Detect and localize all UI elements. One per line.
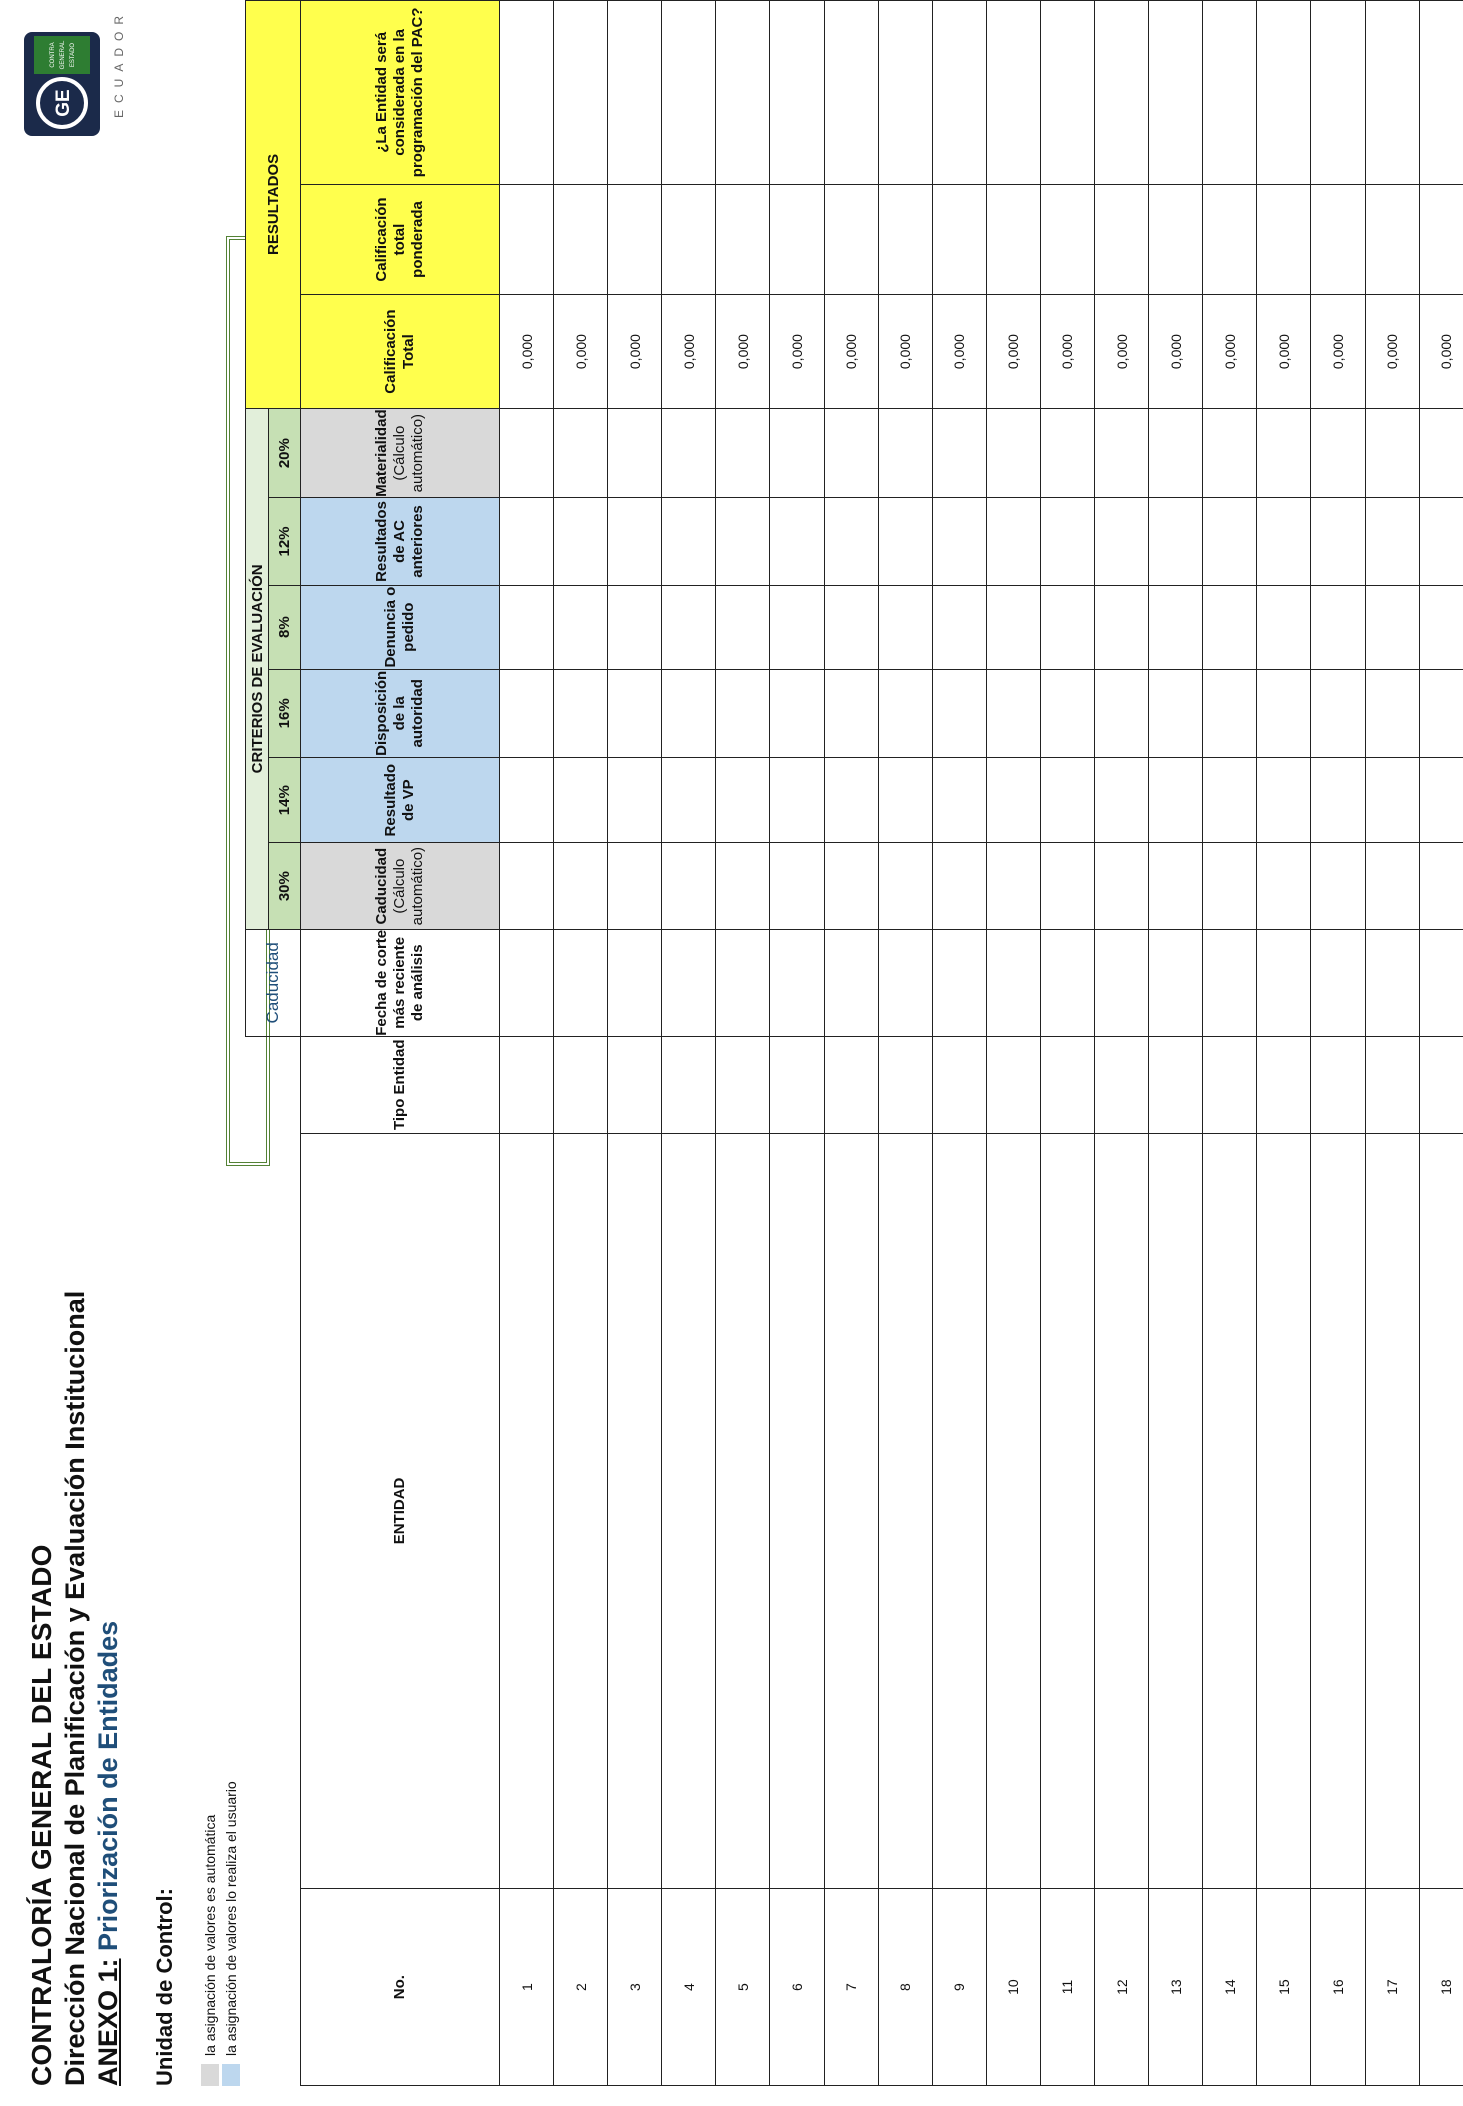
table-row [1257,1,1311,2086]
column-header-materialidad [301,408,500,498]
table-row [554,1,608,2086]
cell-vp[interactable] [1149,757,1203,843]
cell-denuncia[interactable] [1040,585,1094,669]
cell-pac[interactable] [878,1,932,185]
weight-materialidad: 20% [269,408,301,498]
cell-resultados-ac[interactable] [608,498,662,585]
cell-resultados-ac[interactable] [1203,498,1257,585]
cell-entidad[interactable] [1203,1133,1257,1889]
cell-entidad[interactable] [932,1133,986,1889]
cell-disposicion[interactable] [1365,669,1419,757]
cell-resultados-ac[interactable] [1257,498,1311,585]
cell-tipo[interactable] [1203,1036,1257,1133]
cell-resultados-ac[interactable] [554,498,608,585]
cell-entidad[interactable] [1149,1133,1203,1889]
cell-tipo[interactable] [1149,1036,1203,1133]
cell-calif-total: 0,000 [608,295,662,409]
table-row [770,1,824,2086]
cell-resultados-ac[interactable] [1419,498,1463,585]
column-header-resultados-ac: Resultados de AC anteriores [301,498,500,585]
cell-entidad[interactable] [770,1133,824,1889]
cell-calif-total: 0,000 [716,295,770,409]
cell-resultados-ac[interactable] [986,498,1040,585]
cell-entidad[interactable] [554,1133,608,1889]
cell-denuncia[interactable] [1419,585,1463,669]
cell-caducidad[interactable] [716,843,770,929]
cell-vp[interactable] [554,757,608,843]
row-number: 7 [824,1889,878,2086]
cell-pac[interactable] [1149,1,1203,185]
cell-vp[interactable] [824,757,878,843]
cell-entidad[interactable] [824,1133,878,1889]
cell-tipo[interactable] [1419,1036,1463,1133]
cell-materialidad[interactable] [554,408,608,498]
cell-caducidad[interactable] [932,843,986,929]
cell-caducidad[interactable] [1149,843,1203,929]
svg-text:CONTRA: CONTRA [50,42,56,68]
cell-tipo[interactable] [554,1036,608,1133]
cell-fecha[interactable] [1149,929,1203,1036]
cell-resultados-ac[interactable] [1311,498,1365,585]
cell-disposicion[interactable] [1149,669,1203,757]
cell-materialidad[interactable] [1040,408,1094,498]
cell-entidad[interactable] [1365,1133,1419,1889]
cell-disposicion[interactable] [878,669,932,757]
cell-caducidad[interactable] [770,843,824,929]
cell-calif-total: 0,000 [1257,295,1311,409]
org-title: CONTRALORÍA GENERAL DEL ESTADO [26,1544,57,2086]
table-row [1419,1,1463,2086]
cell-materialidad[interactable] [1311,408,1365,498]
svg-text:GE: GE [53,89,74,117]
cell-tipo[interactable] [770,1036,824,1133]
cell-calif-total: 0,000 [554,295,608,409]
cell-fecha[interactable] [932,929,986,1036]
row-number: 15 [1257,1889,1311,2086]
cell-pac[interactable] [1311,1,1365,185]
cell-disposicion[interactable] [500,669,554,757]
legend-text: la asignación de valores lo realiza el usuario [223,1781,239,2056]
cell-tipo[interactable] [608,1036,662,1133]
cell-calif-total: 0,000 [878,295,932,409]
cell-pac[interactable] [1419,1,1463,185]
table-row [878,1,932,2086]
table-row [1095,1,1149,2086]
weight-denuncia: 8% [269,585,301,669]
cell-vp[interactable] [986,757,1040,843]
row-number: 1 [500,1889,554,2086]
cell-vp[interactable] [932,757,986,843]
cell-calif-total: 0,000 [770,295,824,409]
cell-resultados-ac[interactable] [770,498,824,585]
cell-fecha[interactable] [500,929,554,1036]
group-header-caducidad: Caducidad [246,929,301,1036]
ecuador-text: ECUADOR [112,8,126,118]
column-header-entidad: ENTIDAD [301,1133,500,1889]
cell-calif-total: 0,000 [1149,295,1203,409]
cell-fecha[interactable] [1257,929,1311,1036]
cell-entidad[interactable] [1419,1133,1463,1889]
cell-entidad[interactable] [1095,1133,1149,1889]
cell-pac[interactable] [716,1,770,185]
table-row [932,1,986,2086]
cell-denuncia[interactable] [1203,585,1257,669]
row-number: 5 [716,1889,770,2086]
cell-materialidad[interactable] [500,408,554,498]
cell-materialidad[interactable] [824,408,878,498]
cell-vp[interactable] [500,757,554,843]
cell-resultados-ac[interactable] [824,498,878,585]
cell-caducidad[interactable] [1040,843,1094,929]
cell-vp[interactable] [716,757,770,843]
cell-entidad[interactable] [1040,1133,1094,1889]
cell-denuncia[interactable] [1311,585,1365,669]
cell-disposicion[interactable] [1095,669,1149,757]
cell-entidad[interactable] [500,1133,554,1889]
cell-disposicion[interactable] [1257,669,1311,757]
annex-label: ANEXO 1: [93,1958,123,2086]
cell-calif-total: 0,000 [500,295,554,409]
cell-calif-total: 0,000 [1365,295,1419,409]
cell-denuncia[interactable] [932,585,986,669]
table-row [986,1,1040,2086]
cell-calif-total: 0,000 [824,295,878,409]
cell-calif-ponderada[interactable] [770,184,824,295]
cell-calif-ponderada[interactable] [932,184,986,295]
cell-pac[interactable] [932,1,986,185]
cell-calif-total: 0,000 [662,295,716,409]
cell-vp[interactable] [1419,757,1463,843]
cell-denuncia[interactable] [1149,585,1203,669]
cell-fecha[interactable] [554,929,608,1036]
row-number: 17 [1365,1889,1419,2086]
cell-caducidad[interactable] [1419,843,1463,929]
table-row [1365,1,1419,2086]
cell-fecha[interactable] [770,929,824,1036]
cell-vp[interactable] [1203,757,1257,843]
cell-caducidad[interactable] [1257,843,1311,929]
cell-caducidad[interactable] [986,843,1040,929]
cell-calif-ponderada[interactable] [1149,184,1203,295]
cell-vp[interactable] [1095,757,1149,843]
priorization-table [245,0,1463,2086]
cell-fecha[interactable] [1365,929,1419,1036]
column-header-fecha: Fecha de corte más reciente de análisis [301,929,500,1036]
department-title: Dirección Nacional de Planificación y Evaluación Institucional [60,1290,90,2086]
legend-text: la asignación de valores es automática [202,1814,218,2056]
table-row [716,1,770,2086]
cell-calif-ponderada[interactable] [824,184,878,295]
cell-disposicion[interactable] [824,669,878,757]
cell-calif-ponderada[interactable] [1311,184,1365,295]
row-number: 9 [932,1889,986,2086]
cell-calif-ponderada[interactable] [1095,184,1149,295]
cell-materialidad[interactable] [662,408,716,498]
cell-calif-total: 0,000 [932,295,986,409]
table-row [608,1,662,2086]
cell-resultados-ac[interactable] [1149,498,1203,585]
cell-materialidad[interactable] [1365,408,1419,498]
cell-denuncia[interactable] [500,585,554,669]
column-header-tipo: Tipo Entidad [301,1036,500,1133]
cell-caducidad[interactable] [1311,843,1365,929]
cge-logo-icon [24,32,126,136]
cell-denuncia[interactable] [1365,585,1419,669]
table-row [662,1,716,2086]
cell-fecha[interactable] [1419,929,1463,1036]
cell-vp[interactable] [608,757,662,843]
cell-calif-ponderada[interactable] [662,184,716,295]
row-number: 6 [770,1889,824,2086]
svg-text:ESTADO: ESTADO [70,42,76,68]
cell-disposicion[interactable] [1311,669,1365,757]
cell-pac[interactable] [554,1,608,185]
cell-resultados-ac[interactable] [878,498,932,585]
weight-vp: 14% [269,757,301,843]
row-number: 2 [554,1889,608,2086]
cell-fecha[interactable] [1311,929,1365,1036]
cell-disposicion[interactable] [1040,669,1094,757]
cell-materialidad[interactable] [1095,408,1149,498]
cell-denuncia[interactable] [716,585,770,669]
cell-materialidad[interactable] [608,408,662,498]
weight-caducidad: 30% [269,843,301,929]
cell-calif-ponderada[interactable] [716,184,770,295]
cell-calif-ponderada[interactable] [1419,184,1463,295]
cell-disposicion[interactable] [716,669,770,757]
cell-materialidad[interactable] [716,408,770,498]
column-header-materialidad-title: Materialidad [373,409,390,497]
cell-fecha[interactable] [878,929,932,1036]
cell-calif-ponderada[interactable] [1203,184,1257,295]
cell-calif-total: 0,000 [1095,295,1149,409]
column-header-disposicion: Disposición de la autoridad [301,669,500,757]
row-number: 3 [608,1889,662,2086]
cell-calif-total: 0,000 [1419,295,1463,409]
cell-materialidad[interactable] [1257,408,1311,498]
cell-pac[interactable] [662,1,716,185]
column-header-pac: ¿La Entidad será considerada en la programación del PAC? [301,1,500,185]
cell-tipo[interactable] [932,1036,986,1133]
cell-disposicion[interactable] [662,669,716,757]
cell-caducidad[interactable] [554,843,608,929]
weight-resultados-ac: 12% [269,498,301,585]
column-header-calif-ponderada: Calificación total ponderada [301,184,500,295]
cell-caducidad[interactable] [878,843,932,929]
group-header-resultados: RESULTADOS [246,1,301,409]
cell-resultados-ac[interactable] [716,498,770,585]
row-number: 4 [662,1889,716,2086]
table-row [1203,1,1257,2086]
cell-resultados-ac[interactable] [1040,498,1094,585]
cell-calif-ponderada[interactable] [1365,184,1419,295]
cell-tipo[interactable] [716,1036,770,1133]
column-header-calif-total: Calificación Total [301,295,500,409]
cell-entidad[interactable] [716,1133,770,1889]
cell-calif-ponderada[interactable] [878,184,932,295]
legend-item-user [221,1781,241,2086]
cell-denuncia[interactable] [662,585,716,669]
cell-resultados-ac[interactable] [500,498,554,585]
cell-materialidad[interactable] [986,408,1040,498]
cell-tipo[interactable] [1311,1036,1365,1133]
cell-denuncia[interactable] [824,585,878,669]
cell-tipo[interactable] [986,1036,1040,1133]
annex-title [93,1621,124,2086]
table-body [500,1,1463,2086]
cell-entidad[interactable] [1257,1133,1311,1889]
cell-disposicion[interactable] [554,669,608,757]
column-header-materialidad-sub: (Cálculo automático) [391,413,426,493]
table-row [500,1,554,2086]
column-header-caducidad-title: Caducidad [373,847,390,925]
cell-vp[interactable] [1257,757,1311,843]
legend-item-automatic [200,1815,220,2086]
cell-calif-total: 0,000 [986,295,1040,409]
cell-fecha[interactable] [716,929,770,1036]
cell-materialidad[interactable] [1203,408,1257,498]
cell-entidad[interactable] [1311,1133,1365,1889]
cell-fecha[interactable] [986,929,1040,1036]
table-row [1040,1,1094,2086]
cell-pac[interactable] [500,1,554,185]
cell-pac[interactable] [1040,1,1094,185]
cell-disposicion[interactable] [1419,669,1463,757]
column-header-vp: Resultado de VP [301,757,500,843]
cell-caducidad[interactable] [500,843,554,929]
column-header-caducidad-sub: (Cálculo automático) [391,846,426,926]
cell-calif-ponderada[interactable] [608,184,662,295]
cell-resultados-ac[interactable] [662,498,716,585]
cell-tipo[interactable] [1040,1036,1094,1133]
cell-fecha[interactable] [1040,929,1094,1036]
cell-disposicion[interactable] [932,669,986,757]
cell-resultados-ac[interactable] [1095,498,1149,585]
cell-denuncia[interactable] [554,585,608,669]
weight-disposicion: 16% [269,669,301,757]
row-number: 8 [878,1889,932,2086]
cell-calif-total: 0,000 [1040,295,1094,409]
cell-materialidad[interactable] [770,408,824,498]
cell-disposicion[interactable] [986,669,1040,757]
column-header-caducidad [301,843,500,929]
cell-tipo[interactable] [1257,1036,1311,1133]
table-row [1311,1,1365,2086]
row-number: 14 [1203,1889,1257,2086]
annex-name: Priorización de Entidades [93,1620,123,1951]
group-header-criterios: CRITERIOS DE EVALUACIÓN [246,408,269,929]
cell-calif-ponderada[interactable] [1040,184,1094,295]
cell-resultados-ac[interactable] [932,498,986,585]
cell-caducidad[interactable] [824,843,878,929]
cell-denuncia[interactable] [608,585,662,669]
cell-vp[interactable] [770,757,824,843]
cell-fecha[interactable] [1095,929,1149,1036]
cell-denuncia[interactable] [986,585,1040,669]
cell-materialidad[interactable] [878,408,932,498]
cell-denuncia[interactable] [770,585,824,669]
cell-entidad[interactable] [662,1133,716,1889]
legend-swatch-gray [201,2064,219,2086]
cell-vp[interactable] [878,757,932,843]
cell-fecha[interactable] [662,929,716,1036]
legend-swatch-blue [222,2064,240,2086]
cell-entidad[interactable] [986,1133,1040,1889]
svg-text:GENERAL: GENERAL [60,40,66,70]
cell-denuncia[interactable] [878,585,932,669]
cell-caducidad[interactable] [1365,843,1419,929]
column-header-denuncia: Denuncia o pedido [301,585,500,669]
cell-entidad[interactable] [878,1133,932,1889]
cell-vp[interactable] [662,757,716,843]
cell-fecha[interactable] [608,929,662,1036]
row-number: 10 [986,1889,1040,2086]
cell-pac[interactable] [608,1,662,185]
cell-materialidad[interactable] [932,408,986,498]
cell-calif-ponderada[interactable] [986,184,1040,295]
cell-pac[interactable] [986,1,1040,185]
cell-tipo[interactable] [824,1036,878,1133]
cell-pac[interactable] [1203,1,1257,185]
cell-entidad[interactable] [608,1133,662,1889]
cell-calif-ponderada[interactable] [500,184,554,295]
cell-calif-total: 0,000 [1203,295,1257,409]
cell-pac[interactable] [1095,1,1149,185]
cell-pac[interactable] [1365,1,1419,185]
row-number: 12 [1095,1889,1149,2086]
cell-denuncia[interactable] [1095,585,1149,669]
cell-vp[interactable] [1040,757,1094,843]
cell-tipo[interactable] [1095,1036,1149,1133]
cell-caducidad[interactable] [1203,843,1257,929]
row-number: 11 [1040,1889,1094,2086]
control-unit-label: Unidad de Control: [152,1888,177,2086]
cell-fecha[interactable] [1203,929,1257,1036]
cell-calif-ponderada[interactable] [554,184,608,295]
cell-tipo[interactable] [878,1036,932,1133]
cell-caducidad[interactable] [608,843,662,929]
cell-calif-total: 0,000 [1311,295,1365,409]
table-row [824,1,878,2086]
cell-materialidad[interactable] [1419,408,1463,498]
cell-disposicion[interactable] [608,669,662,757]
cell-disposicion[interactable] [1203,669,1257,757]
cell-materialidad[interactable] [1149,408,1203,498]
cell-pac[interactable] [770,1,824,185]
cell-tipo[interactable] [500,1036,554,1133]
cell-vp[interactable] [1365,757,1419,843]
cell-calif-ponderada[interactable] [1257,184,1311,295]
row-number: 16 [1311,1889,1365,2086]
cell-caducidad[interactable] [662,843,716,929]
cell-resultados-ac[interactable] [1365,498,1419,585]
table-row [1149,1,1203,2086]
cell-disposicion[interactable] [770,669,824,757]
cell-vp[interactable] [1311,757,1365,843]
cell-tipo[interactable] [1365,1036,1419,1133]
cell-pac[interactable] [1257,1,1311,185]
row-number: 13 [1149,1889,1203,2086]
row-number: 18 [1419,1889,1463,2086]
cell-denuncia[interactable] [1257,585,1311,669]
column-header-no: No. [301,1889,500,2086]
cell-tipo[interactable] [662,1036,716,1133]
cell-fecha[interactable] [824,929,878,1036]
cell-caducidad[interactable] [1095,843,1149,929]
cell-pac[interactable] [824,1,878,185]
